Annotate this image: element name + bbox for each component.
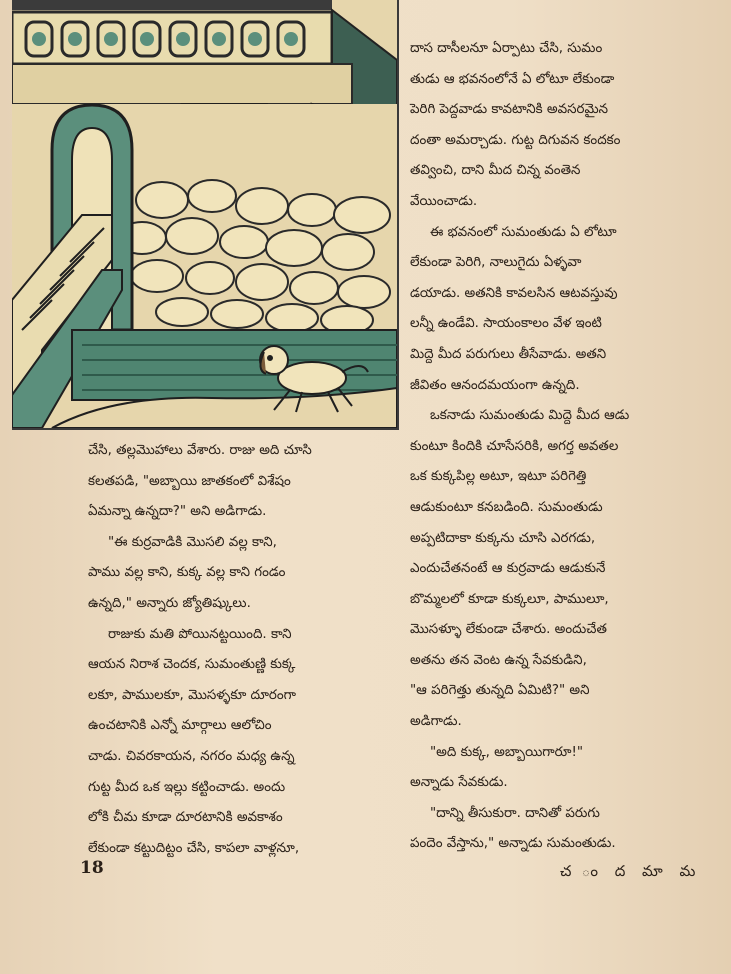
text-line: బొమ్మలలో కూడా కుక్కలూ, పాములూ, [410, 591, 609, 607]
text-line: చేసి, తల్లమొహాలు వేశారు. రాజు అది చూసి [88, 443, 312, 458]
text-line: "అది కుక్క, అబ్బాయిగారూ!" [430, 744, 584, 760]
text-line: అతను తన వెంట ఉన్న సేవకుడిని, [410, 652, 587, 668]
text-line: మిద్దె మీద పరుగులు తీసేవాడు. అతని [410, 346, 607, 362]
text-line: "దాన్ని తీసుకురా. దానితో పరుగు [430, 805, 600, 821]
text-line: కుంటూ కిందికి చూసేసరికి, అగర్త అవతల [410, 438, 619, 454]
text-line: లకూ, పాములకూ, మొసళ్ళకూ దూరంగా [88, 687, 296, 703]
text-line: అప్పటిదాకా కుక్కను చూసి ఎరగడు, [410, 530, 596, 546]
illustration-drawing [12, 0, 397, 428]
text-line: ఎందుచేతనంటే ఆ కుర్రవాడు ఆడుకునే [410, 561, 606, 577]
text-line: పాము వల్ల కాని, కుక్క వల్ల కాని గండం [88, 565, 286, 581]
text-line: ఒక కుక్కపిల్ల అటూ, ఇటూ పరిగెత్తి [410, 469, 587, 485]
text-line: అన్నాడు సేవకుడు. [410, 775, 508, 791]
magazine-title: చ ం ద మా మ [560, 862, 702, 880]
text-line: తుడు ఆ భవనంలోనే ఏ లోటూ లేకుండా [410, 71, 615, 87]
right-text-column [410, 34, 700, 860]
text-line: ఉన్నది," అన్నారు జ్యోతిష్కులు. [88, 595, 251, 611]
text-line: దంతా అమర్చాడు. గుట్ట దిగువన కందకం [410, 132, 621, 148]
text-line: దాస దాసీలనూ ఏర్పాటు చేసి, సుమం [410, 41, 603, 56]
text-line: గుట్ట మీద ఒక ఇల్లు కట్టించాడు. అందు [88, 779, 286, 795]
text-line: పందెం వేస్తాను," అన్నాడు సుమంతుడు. [410, 836, 616, 852]
text-line: "ఈ కుర్రవాడికి మొసలి వల్ల కాని, [108, 534, 277, 550]
text-line: ఏమన్నా ఉన్నదా?" అని అడిగాడు. [88, 504, 267, 520]
text-line: ఈ భవనంలో సుమంతుడు ఏ లోటూ [430, 224, 617, 240]
text-line: ఉంచటానికి ఎన్నో మార్గాలు ఆలోచిం [88, 718, 272, 734]
text-line: లన్నీ ఉండేవి. సాయంకాలం వేళ ఇంటి [410, 316, 602, 332]
text-line: డయాడు. అతనికి కావలసిన ఆటవస్తువు [410, 285, 618, 301]
illustration-palace-with-puppy [12, 0, 399, 430]
text-line: జీవితం ఆనందమయంగా ఉన్నది. [410, 377, 580, 393]
text-line: అడిగాడు. [410, 714, 462, 730]
text-line: లేకుండా కట్టుదిట్టం చేసి, కాపలా వాళ్లనూ, [88, 840, 300, 856]
left-text-column [88, 436, 396, 864]
text-line: చాడు. చివరకాయన, నగరం మధ్య ఉన్న [88, 748, 295, 764]
text-line: ఆడుకుంటూ కనబడింది. సుమంతుడు [410, 499, 603, 515]
text-line: తవ్వించి, దాని మీద చిన్న వంతెన [410, 163, 581, 179]
page-number: 18 [80, 858, 104, 878]
text-line: లేకుండా పెరిగి, నాలుగైదు ఏళ్ళవా [410, 255, 582, 271]
text-line: రాజుకు మతి పోయినట్టయింది. కాని [108, 626, 292, 642]
text-line: "ఆ పరిగెత్తు తున్నది ఏమిటి?" అని [410, 683, 590, 699]
text-line: ఒకనాడు సుమంతుడు మిద్దె మీద ఆడు [430, 408, 630, 424]
text-line: వేయించాడు. [410, 193, 478, 209]
text-line: ఆయన నిరాశ చెందక, సుమంతుణ్ణి కుక్క [88, 657, 296, 673]
text-line: మొసళ్ళూ లేకుండా చేశారు. అందుచేత [410, 622, 607, 638]
text-line: కలతపడి, "అబ్బాయి జాతకంలో విశేషం [88, 473, 291, 489]
text-line: లోకి చీమ కూడా దూరటానికి అవకాశం [88, 810, 283, 826]
text-line: పెరిగి పెద్దవాడు కావటానికి అవసరమైన [410, 102, 609, 118]
